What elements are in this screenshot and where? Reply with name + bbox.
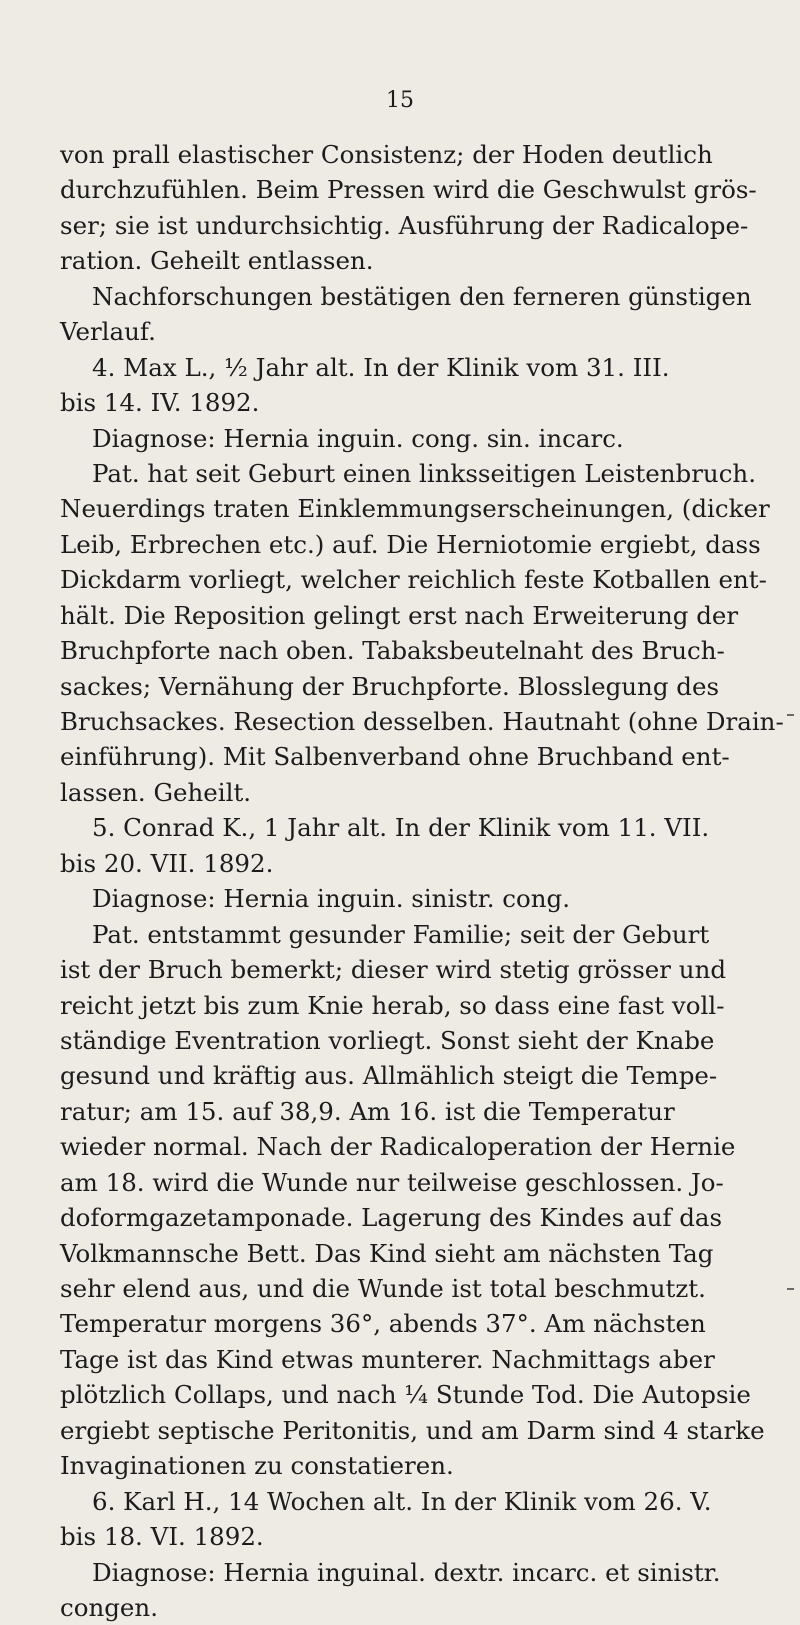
text-line: ergiebt septische Peritonitis, und am Darm sind 4 starke (60, 1415, 765, 1445)
text-line: Pat. hat seit Geburt einen linksseitigen Leistenbruch. (92, 458, 757, 488)
text-line: Leib, Erbrechen etc.) auf. Die Herniotomie ergiebt, dass (60, 529, 761, 559)
text-line: Diagnose: Hernia inguinal. dextr. incarc. et sinistr. (92, 1557, 721, 1587)
body-text (60, 137, 784, 1625)
text-line: einführung). Mit Salbenverband ohne Bruchband ent- (60, 742, 730, 772)
text-line: reicht jetzt bis zum Knie herab, so dass eine fast voll- (60, 990, 725, 1020)
text-line: wieder normal. Nach der Radicaloperation der Hernie (60, 1132, 736, 1162)
text-line: lassen. Geheilt. (60, 777, 252, 807)
text-line: ser; sie ist undurchsichtig. Ausführung der Radicalope- (60, 210, 749, 240)
text-line: Diagnose: Hernia inguin. cong. sin. incarc. (92, 423, 624, 453)
text-line: am 18. wird die Wunde nur teilweise geschlossen. Jo- (60, 1167, 724, 1197)
text-line: Volkmannsche Bett. Das Kind sieht am nächsten Tag (60, 1238, 714, 1268)
text-line: bis 20. VII. 1892. (60, 848, 274, 878)
text-line: ständige Eventration vorliegt. Sonst sieht der Knabe (60, 1025, 715, 1055)
page-number: 15 (386, 88, 414, 113)
text-line: sehr elend aus, und die Wunde ist total beschmutzt. (60, 1274, 706, 1303)
text-line: Invaginationen zu constatieren. (60, 1451, 454, 1481)
text-line: Dickdarm vorliegt, welcher reichlich feste Kotballen ent- (60, 565, 767, 595)
text-line: bis 14. IV. 1892. (60, 388, 260, 418)
margin-mark (787, 714, 794, 716)
text-line: durchzufühlen. Beim Pressen wird die Geschwulst grös- (60, 175, 757, 205)
text-line: Temperatur morgens 36°, abends 37°. Am nächsten (60, 1309, 706, 1339)
text-line: Neuerdings traten Einklemmungserscheinungen, (dicker (60, 494, 770, 524)
text-line: Verlauf. (60, 317, 156, 347)
text-line: sackes; Vernähung der Bruchpforte. Blosslegung des (60, 671, 720, 701)
text-line: Nachforschungen bestätigen den ferneren günstigen (92, 281, 752, 311)
text-line: 4. Max L., ½ Jahr alt. In der Klinik vom 31. III. (92, 352, 670, 382)
text-line: doformgazetamponade. Lagerung des Kindes auf das (60, 1203, 723, 1233)
text-line: Diagnose: Hernia inguin. sinistr. cong. (92, 884, 571, 914)
text-line: Bruchsackes. Resection desselben. Hautnaht (ohne Drain- (60, 707, 784, 736)
text-line: ist der Bruch bemerkt; dieser wird stetig grösser und (60, 955, 727, 985)
text-line: gesund und kräftig aus. Allmählich steigt die Tempe- (60, 1061, 718, 1091)
text-line: plötzlich Collaps, und nach ¼ Stunde Tod. Die Autopsie (60, 1380, 751, 1410)
text-line: 6. Karl H., 14 Wochen alt. In der Klinik vom 26. V. (92, 1486, 712, 1516)
text-line: Tage ist das Kind etwas munterer. Nachmittags aber (60, 1344, 715, 1374)
text-line: ratur; am 15. auf 38,9. Am 16. ist die Temperatur (60, 1096, 675, 1126)
text-line: Bruchpforte nach oben. Tabaksbeutelnaht des Bruch- (60, 636, 725, 666)
text-line: ration. Geheilt entlassen. (60, 246, 374, 276)
text-line: von prall elastischer Consistenz; der Hoden deutlich (60, 140, 713, 169)
text-line: congen. (60, 1592, 158, 1622)
text-line: hält. Die Reposition gelingt erst nach Erweiterung der (60, 600, 739, 630)
text-line: bis 18. VI. 1892. (60, 1522, 264, 1552)
margin-mark (787, 1288, 794, 1290)
text-line: Pat. entstammt gesunder Familie; seit der Geburt (92, 919, 710, 949)
text-line: 5. Conrad K., 1 Jahr alt. In der Klinik vom 11. VII. (92, 813, 710, 843)
